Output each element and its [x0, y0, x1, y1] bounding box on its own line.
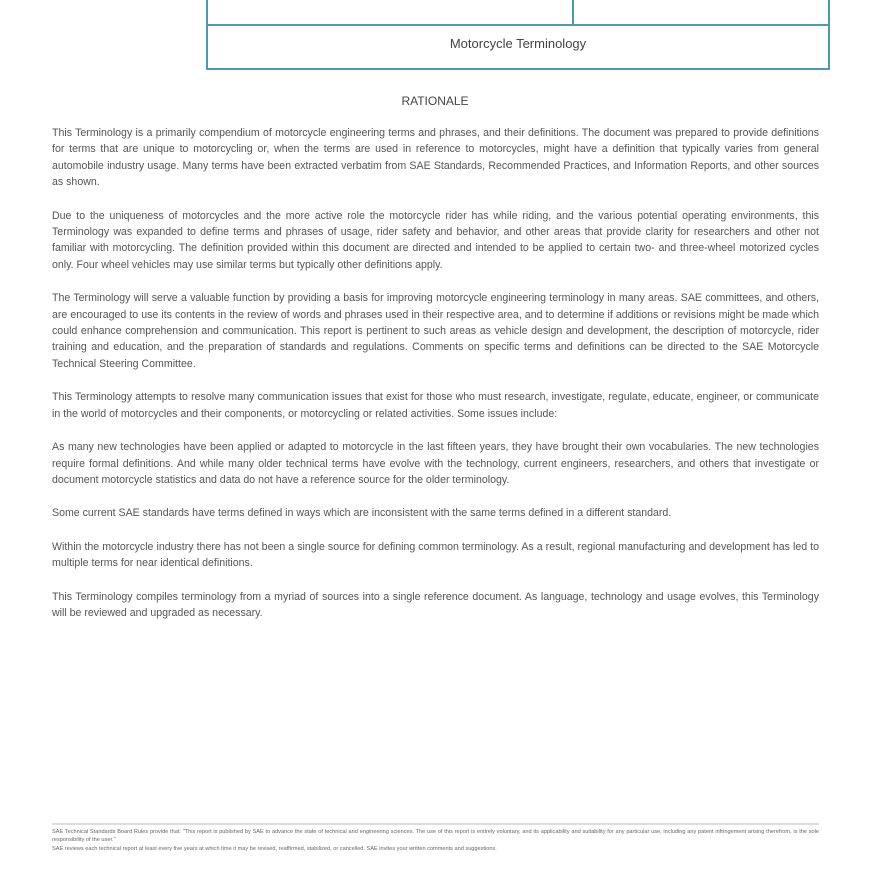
paragraph: This Terminology compiles terminology from a myriad of sources into a single reference document. As language, technology and usage evolves, this Terminology will be reviewed and upgraded as necessary. — [52, 590, 819, 619]
document-title: Motorcycle Terminology — [449, 36, 587, 51]
paragraph: Due to the uniqueness of motorcycles and the more active role the motorcycle rider has while riding, and the various potential operating environments, this Terminology was expanded to define terms and phrases of usage, rider safety and behavior, and other areas that provide clarity for researchers and other not familiar with motorcycling. The definition provided within this document are directed and intended to be applied to certain two- and three-wheel motorized cycles only. Four wheel vehicles may use similar terms but typically other definitions apply. — [52, 209, 819, 271]
paragraph: As many new technologies have been applied or adapted to motorcycle in the last fifteen years, they have brought their own vocabularies. The new technologies require formal definitions. And while many older technical terms have evolve with the technology, current engineers, researchers, and others that investigate or document motorcycle statistics and data do not have a reference source for the older terminology. — [52, 441, 819, 486]
footer-note: SAE reviews each technical report at least every five years at which time it may be revised, reaffirmed, stabilized, or cancelled. SAE invites your written comments and suggestions. — [52, 846, 497, 852]
paragraph: Within the motorcycle industry there has not been a single source for defining common terminology. As a result, regional manufacturing and development has led to multiple terms for near identical definitions. — [52, 540, 819, 570]
footer-note: SAE Technical Standards Board Rules provide that: "This report is published by SAE to advance the state of technical and engineering sciences. The use of this report is entirely voluntary, and its applicability and suitability for any particular use, including any patent infringement arising therefrom, is the sole responsibility of the user." — [52, 829, 819, 843]
paragraph: This Terminology attempts to resolve many communication issues that exist for those who must research, investigate, regulate, educate, engineer, or communicate in the world of motorcycles and their components, or motorcycling or related activities. Some issues include: — [52, 391, 819, 420]
footer-notes — [52, 823, 819, 856]
section-heading: RATIONALE — [401, 94, 469, 108]
paragraph: This Terminology is a primarily compendium of motorcycle engineering terms and phrases, and their definitions. The document was prepared to provide definitions for terms that are unique to motorcycling or, when the terms are used in reference to motorcycles, might have a definition that typically varies from general automobile industry usage. Many terms have been extracted verbatim from SAE Standards, Recommended Practices, and Information Reports, and other sources as shown. — [52, 127, 819, 189]
title-box-divider — [572, 0, 574, 24]
paragraph: The Terminology will serve a valuable function by providing a basis for improving motorcycle engineering terminology in many areas. SAE committees, and others, are encouraged to use its contents in the review of words and phrases used in their respective area, and to determine if additions or revisions might be made which could enhance comprehension and communication. This report is pertinent to such areas as vehicle design and development, the description of motorcycle, rider training and education, and the preparation of standards and regulations. Comments on specific terms and definitions can be directed to the SAE Motorcycle Technical Steering Committee. — [52, 292, 819, 370]
paragraph: Some current SAE standards have terms defined in ways which are inconsistent with the same terms defined in a different standard. — [52, 507, 672, 520]
title-box-top-row — [208, 0, 828, 26]
document-title-box — [206, 0, 830, 70]
rationale-content — [52, 125, 819, 638]
